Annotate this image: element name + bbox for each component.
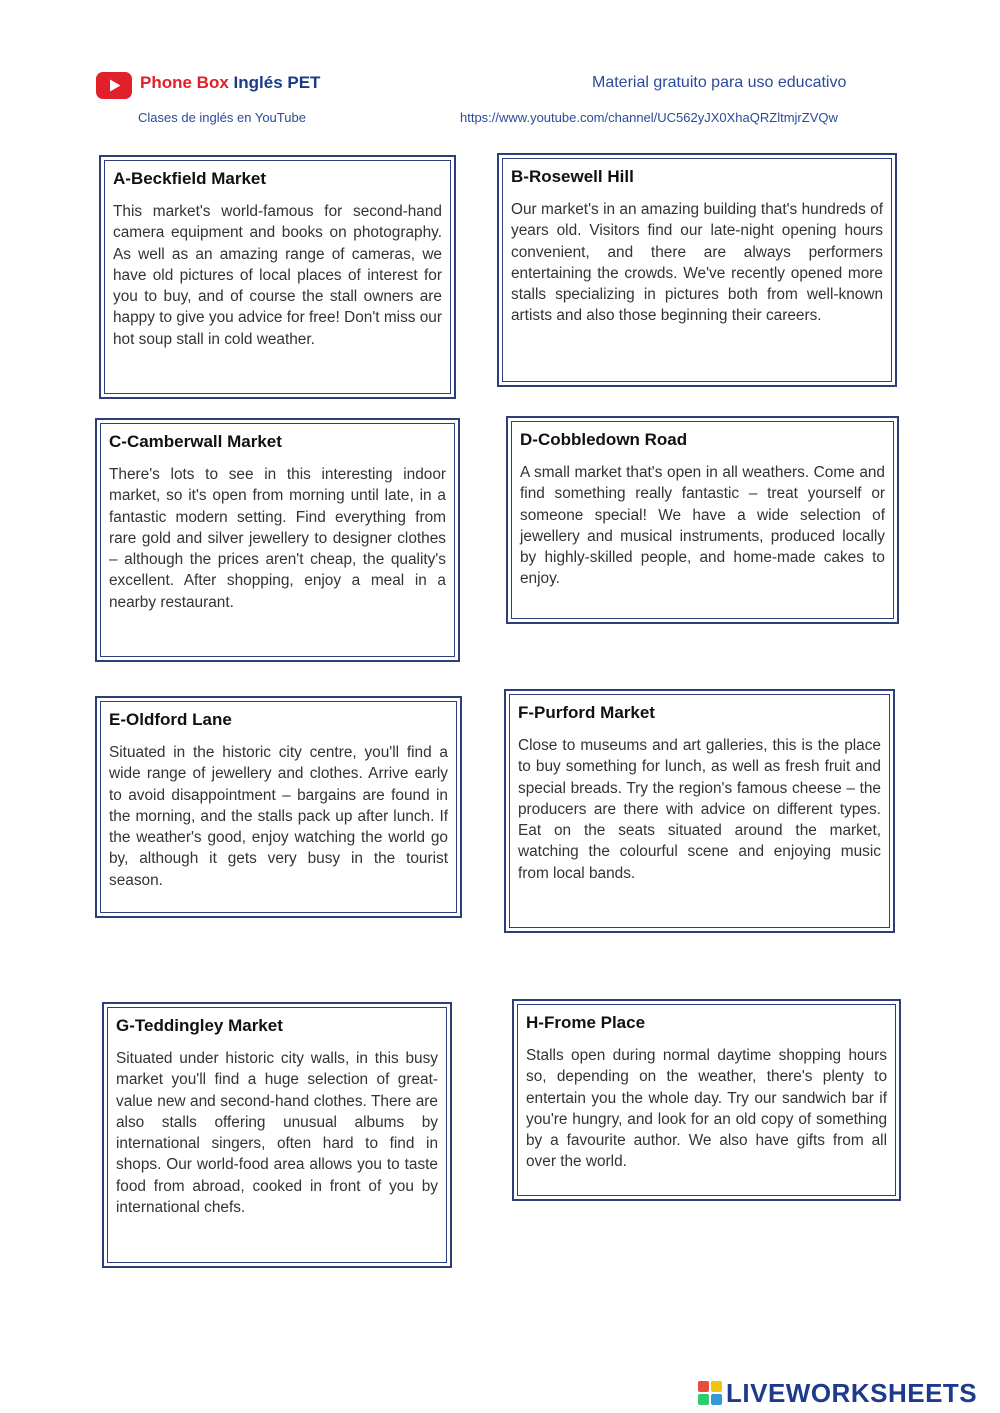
card-text: Our market's in an amazing building that's hundreds of years old. Visitors find our late-night opening hours convenient, and there are always performers entertaining the crowds. We've recently opened more stalls specializing in pictures both from well-known artists and also those beginning their careers. bbox=[511, 201, 883, 325]
card-title: E-Oldford Lane bbox=[109, 710, 232, 729]
market-card-g bbox=[102, 1002, 452, 1268]
liveworksheets-wordmark: LIVEWORKSHEETS bbox=[726, 1377, 978, 1408]
logo-square bbox=[698, 1394, 709, 1405]
card-title: C-Camberwall Market bbox=[109, 432, 282, 451]
logo-square bbox=[711, 1394, 722, 1405]
card-text: There's lots to see in this interesting indoor market, so it's open from morning until late, in a fantastic modern setting. Find everything from rare gold and silver jewellery to designer clothes – although the prices aren't cheap, the quality's excellent. After shopping, enjoy a meal in a nearby restaurant. bbox=[109, 466, 446, 611]
card-title: H-Frome Place bbox=[526, 1013, 646, 1032]
card-text: A small market that's open in all weathers. Come and find something really fantastic – treat yourself or someone special! We have a wide selection of jewellery and musical instruments, produced locally by highly-skilled people, and home-made cakes to enjoy. bbox=[520, 464, 885, 588]
card-title: F-Purford Market bbox=[518, 703, 655, 722]
market-card-f bbox=[504, 689, 895, 933]
market-card-e bbox=[95, 696, 462, 918]
channel-subtitle: Clases de inglés en YouTube bbox=[138, 110, 306, 125]
logo-square bbox=[698, 1381, 709, 1392]
brand-name-red: Phone Box bbox=[140, 73, 229, 92]
card-text: Close to museums and art galleries, this is the place to buy something for lunch, as well as fresh fruit and special breads. Try the region's famous cheese – the producers are there with advice on different types. Eat on the seats situated around the market, watching the colourful scene and enjoying music from local bands. bbox=[518, 737, 881, 882]
card-text: Situated under historic city walls, in this busy market you'll find a huge selection of great-value new and second-hand clothes. There are also stalls offering unusual albums by international singers, often hard to find in shops. Our world-food area allows you to taste food from abroad, cooked in front of you by international chefs. bbox=[116, 1050, 438, 1217]
card-title: A-Beckfield Market bbox=[113, 169, 267, 188]
card-title: G-Teddingley Market bbox=[116, 1016, 283, 1035]
logo-square bbox=[711, 1381, 722, 1392]
market-card-b bbox=[497, 153, 897, 387]
channel-brand bbox=[140, 73, 320, 93]
channel-url-link[interactable]: https://www.youtube.com/channel/UC562yJX0XhaQRZltmjrZVQw bbox=[460, 110, 838, 125]
card-title: D-Cobbledown Road bbox=[520, 430, 688, 449]
card-text: Situated in the historic city centre, you'll find a wide range of jewellery and clothes. Arrive early to avoid disappointment – bargains are found in the morning, and the stalls pack up after lunch. If the weather's good, enjoy watching the world go by, although it gets very busy in the tourist season. bbox=[109, 744, 448, 889]
market-card-d bbox=[506, 416, 899, 624]
header-tagline: Material gratuito para uso educativo bbox=[592, 74, 847, 91]
market-card-h bbox=[512, 999, 901, 1201]
brand-name-blue: Inglés PET bbox=[233, 73, 321, 92]
market-card-c bbox=[95, 418, 460, 662]
card-text: This market's world-famous for second-hand camera equipment and books on photography. As well as an amazing range of cameras, we have old pictures of local places of interest for you to buy, and of course the stall owners are happy to give you advice for free! Don't miss our hot soup stall in cold weather. bbox=[113, 203, 442, 348]
card-text: Stalls open during normal daytime shopping hours so, depending on the weather, there's plenty to entertain you the whole day. Try our sandwich bar if you're hungry, and look for an old copy of something by a favourite author. We also have gifts from all over the world. bbox=[526, 1047, 887, 1171]
liveworksheets-logo bbox=[698, 1378, 977, 1408]
card-title: B-Rosewell Hill bbox=[511, 167, 634, 186]
youtube-logo-icon bbox=[96, 72, 132, 99]
liveworksheets-logo-icon bbox=[698, 1381, 722, 1405]
market-card-a bbox=[99, 155, 456, 399]
